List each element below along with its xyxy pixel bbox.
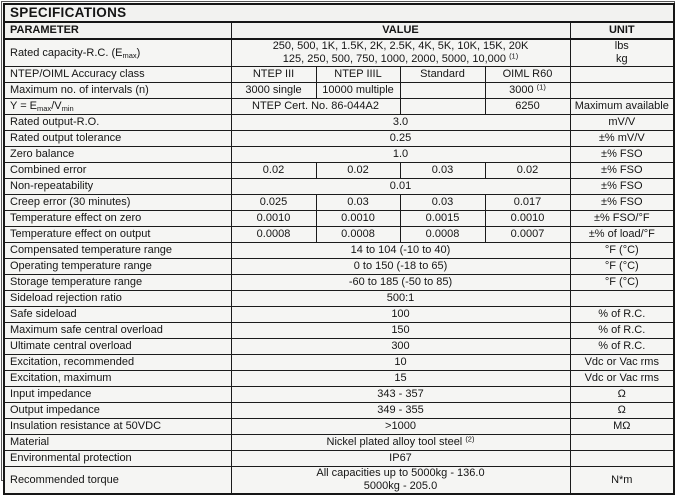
parameter-cell: Temperature effect on output xyxy=(4,227,231,243)
table-row xyxy=(4,115,674,131)
table-row xyxy=(4,259,674,275)
table-row xyxy=(4,435,674,451)
table-row xyxy=(4,339,674,355)
unit-cell: ±% FSO xyxy=(570,179,674,195)
parameter-cell: Output impedance xyxy=(4,403,231,419)
table-row xyxy=(4,323,674,339)
unit-cell: % of R.C. xyxy=(570,307,674,323)
value-cell xyxy=(400,99,485,115)
table-row xyxy=(4,147,674,163)
page-title: SPECIFICATIONS xyxy=(4,4,674,22)
parameter-cell: Maximum safe central overload xyxy=(4,323,231,339)
parameter-cell: Non-repeatability xyxy=(4,179,231,195)
parameter-cell: Temperature effect on zero xyxy=(4,211,231,227)
unit-cell: ±% FSO xyxy=(570,195,674,211)
value-cell: IP67 xyxy=(231,451,570,467)
unit-cell xyxy=(570,83,674,99)
table-row xyxy=(4,99,674,115)
parameter-cell: Rated output tolerance xyxy=(4,131,231,147)
parameter-cell: NTEP/OIML Accuracy class xyxy=(4,67,231,83)
table-row xyxy=(4,355,674,371)
unit-cell: MΩ xyxy=(570,419,674,435)
parameter-cell: Excitation, recommended xyxy=(4,355,231,371)
unit-cell: % of R.C. xyxy=(570,323,674,339)
table-row xyxy=(4,163,674,179)
table-row xyxy=(4,451,674,467)
parameter-cell: Insulation resistance at 50VDC xyxy=(4,419,231,435)
unit-cell xyxy=(570,67,674,83)
parameter-cell: Input impedance xyxy=(4,387,231,403)
parameter-cell: Combined error xyxy=(4,163,231,179)
value-cell: 343 - 357 xyxy=(231,387,570,403)
unit-cell: ±% of load/°F xyxy=(570,227,674,243)
value-cell: All capacities up to 5000kg - 136.0 5000kg - 205.0 xyxy=(231,467,570,495)
unit-cell: ±% FSO xyxy=(570,147,674,163)
value-cell: 300 xyxy=(231,339,570,355)
parameter-cell: $Y = E_{max}/V_{min}$ xyxy=(4,99,231,115)
unit-cell: N*m xyxy=(570,467,674,495)
value-cell xyxy=(400,83,485,99)
parameter-cell: Zero balance xyxy=(4,147,231,163)
unit-cell: ±% mV/V xyxy=(570,131,674,147)
parameter-cell: Creep error (30 minutes) xyxy=(4,195,231,211)
table-row xyxy=(4,419,674,435)
title-row xyxy=(4,4,674,22)
value-cell: 0.0007 xyxy=(485,227,570,243)
parameter-cell: Operating temperature range xyxy=(4,259,231,275)
value-cell: 0.02 xyxy=(485,163,570,179)
unit-cell: Maximum available xyxy=(570,99,674,115)
unit-cell: mV/V xyxy=(570,115,674,131)
parameter-cell: Excitation, maximum xyxy=(4,371,231,387)
unit-cell: °F (°C) xyxy=(570,259,674,275)
value-cell: 150 xyxy=(231,323,570,339)
value-cell: Standard xyxy=(400,67,485,83)
table-row xyxy=(4,291,674,307)
unit-cell: lbs kg xyxy=(570,39,674,67)
value-cell: 0.02 xyxy=(316,163,400,179)
value-cell: 1.0 xyxy=(231,147,570,163)
value-cell: 100 xyxy=(231,307,570,323)
table-row xyxy=(4,387,674,403)
parameter-cell: Safe sideload xyxy=(4,307,231,323)
parameter-cell: Material xyxy=(4,435,231,451)
column-header-unit: UNIT xyxy=(570,22,674,39)
value-cell: NTEP III xyxy=(231,67,316,83)
parameter-cell: Rated capacity-R.C. $(E_{max})$ xyxy=(4,39,231,67)
value-cell: 6250 xyxy=(485,99,570,115)
unit-cell: °F (°C) xyxy=(570,275,674,291)
parameter-cell: Storage temperature range xyxy=(4,275,231,291)
value-cell: 0.0015 xyxy=(400,211,485,227)
value-cell: 3000 $^{(1)}$ xyxy=(485,83,570,99)
table-row xyxy=(4,371,674,387)
specifications-table xyxy=(3,3,675,495)
table-row xyxy=(4,227,674,243)
document-page xyxy=(1,1,675,492)
value-cell: 250, 500, 1K, 1.5K, 2K, 2.5K, 4K, 5K, 10K, 15K, 20K 125, 250, 500, 750, 1000, 2000, 5000, 10,000 $^{(1)}$ xyxy=(231,39,570,67)
header-row xyxy=(4,22,674,39)
parameter-cell: Compensated temperature range xyxy=(4,243,231,259)
table-row xyxy=(4,179,674,195)
unit-cell: % of R.C. xyxy=(570,339,674,355)
table-row xyxy=(4,403,674,419)
value-cell: 0.25 xyxy=(231,131,570,147)
value-cell: 3.0 xyxy=(231,115,570,131)
value-cell: OIML R60 xyxy=(485,67,570,83)
value-cell: 500:1 xyxy=(231,291,570,307)
value-cell: >1000 xyxy=(231,419,570,435)
value-cell: 0.0008 xyxy=(400,227,485,243)
table-row xyxy=(4,39,674,67)
parameter-cell: Ultimate central overload xyxy=(4,339,231,355)
parameter-cell: Recommended torque xyxy=(4,467,231,495)
value-cell: 0.03 xyxy=(316,195,400,211)
parameter-cell: Environmental protection xyxy=(4,451,231,467)
unit-cell xyxy=(570,451,674,467)
value-cell: 15 xyxy=(231,371,570,387)
table-row xyxy=(4,131,674,147)
value-cell: 0 to 150 (-18 to 65) xyxy=(231,259,570,275)
parameter-cell: Sideload rejection ratio xyxy=(4,291,231,307)
parameter-cell: Rated output-R.O. xyxy=(4,115,231,131)
value-cell: -60 to 185 (-50 to 85) xyxy=(231,275,570,291)
value-cell: 10 xyxy=(231,355,570,371)
table-row xyxy=(4,243,674,259)
column-header-parameter: PARAMETER xyxy=(4,22,231,39)
value-cell: 0.0008 xyxy=(231,227,316,243)
unit-cell: Ω xyxy=(570,387,674,403)
table-row xyxy=(4,467,674,495)
table-row xyxy=(4,83,674,99)
unit-cell xyxy=(570,291,674,307)
table-row xyxy=(4,275,674,291)
value-cell: NTEP IIIL xyxy=(316,67,400,83)
value-cell: 10000 multiple xyxy=(316,83,400,99)
value-cell: 0.0010 xyxy=(231,211,316,227)
unit-cell: Vdc or Vac rms xyxy=(570,355,674,371)
value-cell: Nickel plated alloy tool steel $^{(2)}$ xyxy=(231,435,570,451)
value-cell: 349 - 355 xyxy=(231,403,570,419)
unit-cell xyxy=(570,435,674,451)
table-row xyxy=(4,211,674,227)
value-cell: 0.0008 xyxy=(316,227,400,243)
table-row xyxy=(4,307,674,323)
value-cell: 0.03 xyxy=(400,195,485,211)
table-row xyxy=(4,67,674,83)
column-header-value: VALUE xyxy=(231,22,570,39)
value-cell: 0.02 xyxy=(231,163,316,179)
unit-cell: ±% FSO/°F xyxy=(570,211,674,227)
value-cell: 3000 single xyxy=(231,83,316,99)
parameter-cell: Maximum no. of intervals (n) xyxy=(4,83,231,99)
value-cell: 0.0010 xyxy=(485,211,570,227)
table-row xyxy=(4,195,674,211)
value-cell: 0.03 xyxy=(400,163,485,179)
value-cell: 0.0010 xyxy=(316,211,400,227)
unit-cell: ±% FSO xyxy=(570,163,674,179)
unit-cell: °F (°C) xyxy=(570,243,674,259)
value-cell: 0.025 xyxy=(231,195,316,211)
unit-cell: Vdc or Vac rms xyxy=(570,371,674,387)
value-cell: 0.01 xyxy=(231,179,570,195)
value-cell: 14 to 104 (-10 to 40) xyxy=(231,243,570,259)
value-cell: NTEP Cert. No. 86-044A2 xyxy=(231,99,400,115)
value-cell: 0.017 xyxy=(485,195,570,211)
unit-cell: Ω xyxy=(570,403,674,419)
